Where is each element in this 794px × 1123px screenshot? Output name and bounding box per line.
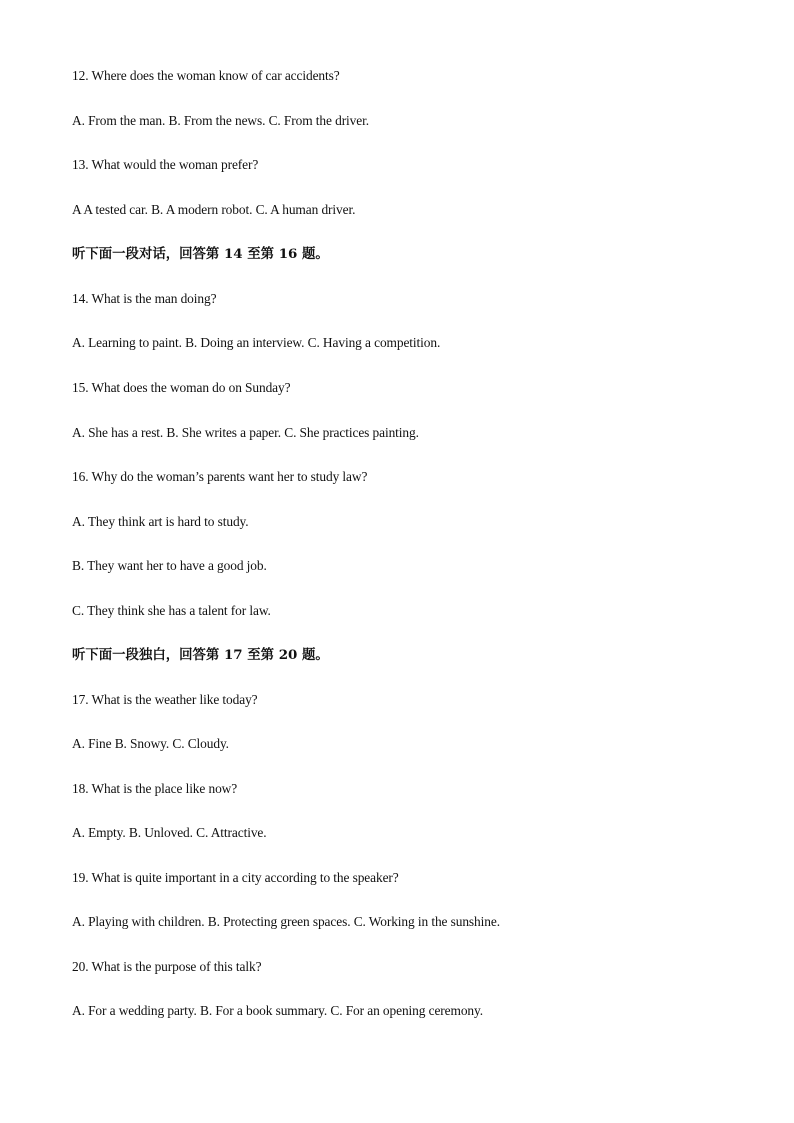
question-17: 17. What is the weather like today? <box>72 692 258 707</box>
question-16: 16. Why do the woman’s parents want her to study law? <box>72 469 368 484</box>
section-heading-monologue: 听下面一段独白，回答第 17 至第 20 题。 <box>72 647 329 663</box>
options-18: A. Empty. B. Unloved. C. Attractive. <box>72 825 267 840</box>
options-15: A. She has a rest. B. She writes a paper. C. She practices painting. <box>72 425 419 440</box>
question-20: 20. What is the purpose of this talk? <box>72 959 262 974</box>
question-12: 12. Where does the woman know of car accidents? <box>72 68 340 83</box>
options-19: A. Playing with children. B. Protecting green spaces. C. Working in the sunshine. <box>72 914 500 929</box>
options-12: A. From the man. B. From the news. C. From the driver. <box>72 113 369 128</box>
question-19: 19. What is quite important in a city according to the speaker? <box>72 870 399 885</box>
options-13: A A tested car. B. A modern robot. C. A human driver. <box>72 202 356 217</box>
question-15: 15. What does the woman do on Sunday? <box>72 380 291 395</box>
question-14: 14. What is the man doing? <box>72 291 217 306</box>
option-16-a: A. They think art is hard to study. <box>72 514 249 529</box>
section-heading-dialogue: 听下面一段对话，回答第 14 至第 16 题。 <box>72 246 329 262</box>
option-16-b: B. They want her to have a good job. <box>72 558 267 573</box>
question-13: 13. What would the woman prefer? <box>72 157 259 172</box>
options-14: A. Learning to paint. B. Doing an interview. C. Having a competition. <box>72 335 441 350</box>
question-18: 18. What is the place like now? <box>72 781 238 796</box>
options-17: A. Fine B. Snowy. C. Cloudy. <box>72 736 229 751</box>
option-16-c: C. They think she has a talent for law. <box>72 603 271 618</box>
options-20: A. For a wedding party. B. For a book summary. C. For an opening ceremony. <box>72 1003 483 1018</box>
